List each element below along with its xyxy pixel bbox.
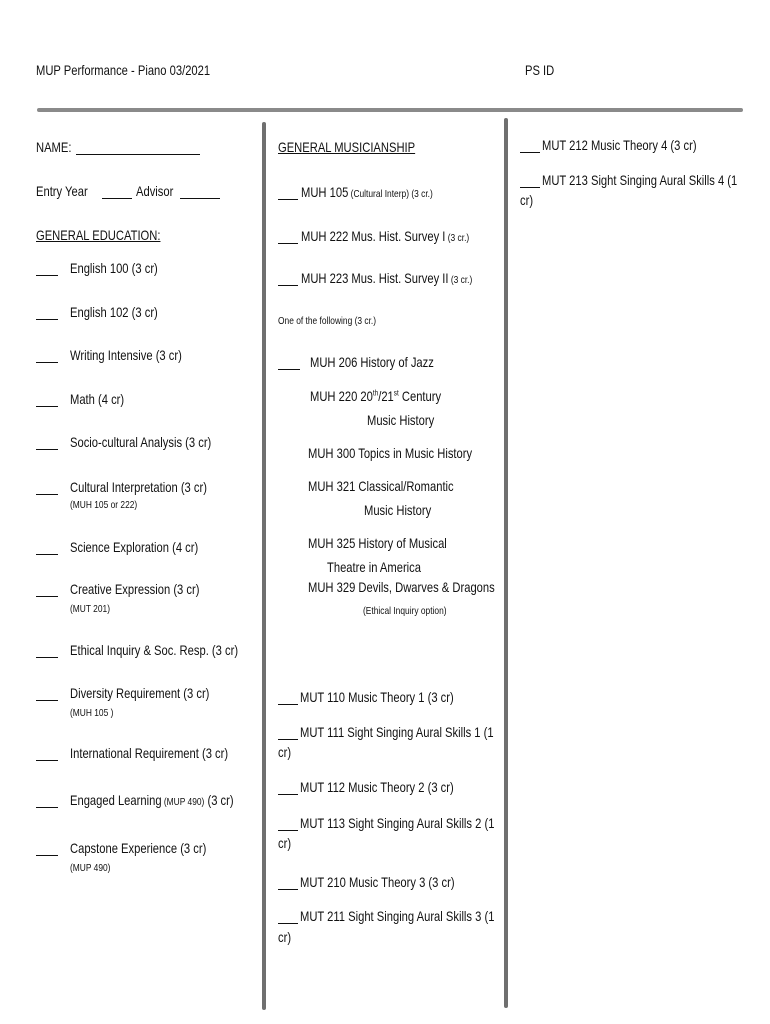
checkbox-line[interactable] <box>278 739 298 740</box>
gened-item-label: Writing Intensive (3 cr) <box>70 347 182 363</box>
checkbox-line[interactable] <box>36 807 58 808</box>
checkbox-line[interactable] <box>36 554 58 555</box>
checkbox-line[interactable] <box>520 187 540 188</box>
gened-heading: GENERAL EDUCATION: <box>36 227 161 243</box>
checkbox-line[interactable] <box>36 275 58 276</box>
course-muh222: MUH 222 Mus. Hist. Survey I (3 cr.) <box>301 228 470 244</box>
gened-item-note: (MUP 490) <box>70 862 111 874</box>
checkbox-line[interactable] <box>36 760 58 761</box>
gened-item-label: Creative Expression (3 cr) <box>70 581 200 597</box>
course-mut113: MUT 113 Sight Singing Aural Skills 2 (1 <box>300 815 495 831</box>
checkbox-line[interactable] <box>278 243 298 244</box>
gened-item-note: (MUT 201) <box>70 603 110 615</box>
checkbox-line[interactable] <box>278 704 298 705</box>
course-muh329: MUH 329 Devils, Dwarves & Dragons <box>308 579 495 595</box>
gened-item-label: Science Exploration (4 cr) <box>70 539 199 555</box>
course-mut212: MUT 212 Music Theory 4 (3 cr) <box>542 137 697 153</box>
course-mut211: MUT 211 Sight Singing Aural Skills 3 (1 <box>300 908 495 924</box>
form-title: MUP Performance - Piano 03/2021 <box>36 62 211 78</box>
course-mut213-line2: cr) <box>520 192 534 208</box>
checkbox-line[interactable] <box>278 285 298 286</box>
one-of-following-note: One of the following (3 cr.) <box>278 315 377 327</box>
checkbox-line[interactable] <box>36 449 58 450</box>
course-mut210: MUT 210 Music Theory 3 (3 cr) <box>300 874 455 890</box>
course-muh325: MUH 325 History of Musical <box>308 535 447 551</box>
gened-item-label: English 100 (3 cr) <box>70 260 158 276</box>
gened-item-label: Cultural Interpretation (3 cr) <box>70 479 207 495</box>
checkbox-line[interactable] <box>278 369 300 370</box>
checkbox-line[interactable] <box>278 923 298 924</box>
checkbox-line[interactable] <box>520 152 540 153</box>
header-divider <box>37 108 743 112</box>
column-divider-right <box>504 118 508 1008</box>
musicianship-heading: GENERAL MUSICIANSHIP <box>278 139 416 155</box>
checkbox-line[interactable] <box>278 889 298 890</box>
course-muh220: MUH 220 20th/21st Century <box>310 388 442 404</box>
gened-item-label: Ethical Inquiry & Soc. Resp. (3 cr) <box>70 642 239 658</box>
gened-item-note: (MUH 105 or 222) <box>70 499 138 511</box>
course-muh206: MUH 206 History of Jazz <box>310 354 434 370</box>
name-label: NAME: <box>36 139 72 155</box>
checkbox-line[interactable] <box>36 406 58 407</box>
course-mut113-line2: cr) <box>278 835 292 851</box>
course-mut112: MUT 112 Music Theory 2 (3 cr) <box>300 779 454 795</box>
ps-id-label: PS ID <box>525 62 555 78</box>
course-muh223: MUH 223 Mus. Hist. Survey II (3 cr.) <box>301 270 473 286</box>
checkbox-line[interactable] <box>36 494 58 495</box>
course-muh325-line2: Theatre in America <box>327 559 421 575</box>
checkbox-line[interactable] <box>36 855 58 856</box>
name-field[interactable] <box>76 154 200 155</box>
course-muh300: MUH 300 Topics in Music History <box>308 445 473 461</box>
gened-item-label: English 102 (3 cr) <box>70 304 158 320</box>
advisor-field[interactable] <box>180 198 220 199</box>
gened-item-note: (MUH 105 ) <box>70 707 114 719</box>
checkbox-line[interactable] <box>36 362 58 363</box>
course-muh105: MUH 105 (Cultural Interp) (3 cr.) <box>301 184 433 200</box>
course-mut213: MUT 213 Sight Singing Aural Skills 4 (1 <box>542 172 738 188</box>
checkbox-line[interactable] <box>36 596 58 597</box>
advisor-label: Advisor <box>136 183 174 199</box>
ethical-inquiry-option: (Ethical Inquiry option) <box>363 605 447 617</box>
gened-item-label: Socio-cultural Analysis (3 cr) <box>70 434 212 450</box>
entry-year-label: Entry Year <box>36 183 88 199</box>
course-mut111-line2: cr) <box>278 744 292 760</box>
checkbox-line[interactable] <box>278 199 298 200</box>
checkbox-line[interactable] <box>278 830 298 831</box>
course-muh321-line2: Music History <box>364 502 432 518</box>
checkbox-line[interactable] <box>36 700 58 701</box>
checkbox-line[interactable] <box>36 319 58 320</box>
gened-item-label: Engaged Learning (MUP 490) (3 cr) <box>70 792 234 808</box>
column-divider-left <box>262 122 266 1010</box>
gened-item-label: International Requirement (3 cr) <box>70 745 229 761</box>
course-muh321: MUH 321 Classical/Romantic <box>308 478 454 494</box>
gened-item-label: Diversity Requirement (3 cr) <box>70 685 210 701</box>
course-mut111: MUT 111 Sight Singing Aural Skills 1 (1 <box>300 724 494 740</box>
checkbox-line[interactable] <box>36 657 58 658</box>
checkbox-line[interactable] <box>278 794 298 795</box>
course-mut211-line2: cr) <box>278 929 292 945</box>
course-muh220-line2: Music History <box>367 412 435 428</box>
course-mut110: MUT 110 Music Theory 1 (3 cr) <box>300 689 454 705</box>
gened-item-label: Math (4 cr) <box>70 391 125 407</box>
gened-item-label: Capstone Experience (3 cr) <box>70 840 207 856</box>
entry-year-field[interactable] <box>102 198 132 199</box>
